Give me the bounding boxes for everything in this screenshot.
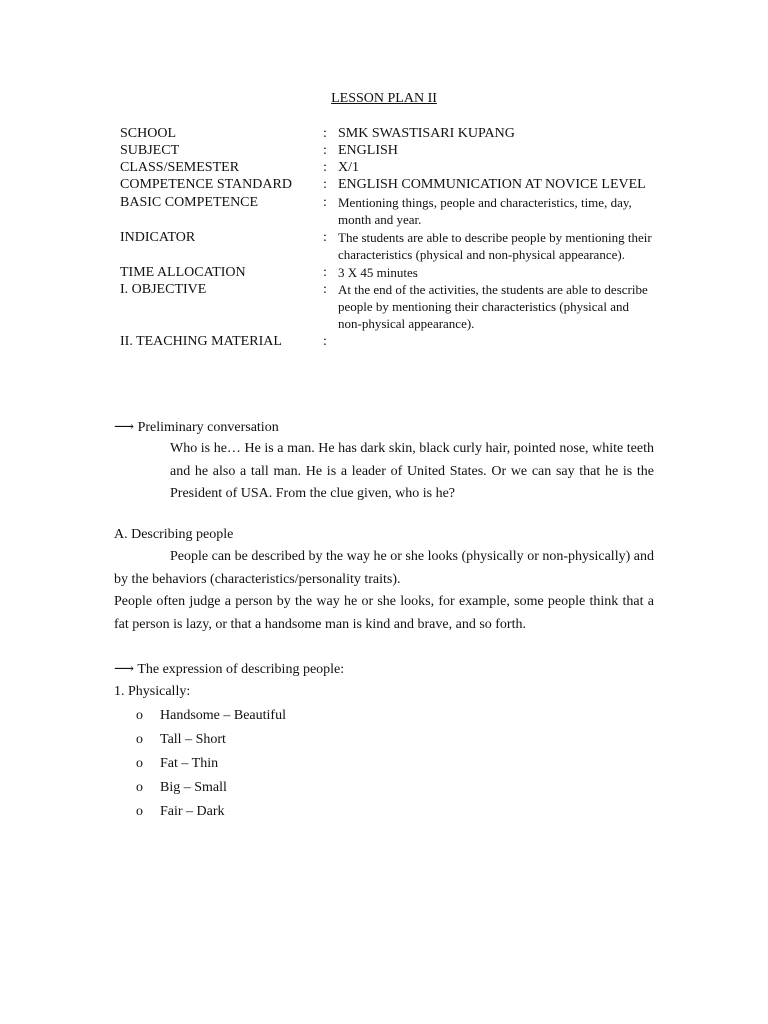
expression-heading: ⟶ The expression of describing people: [114, 662, 345, 677]
describing-people-section [114, 525, 654, 636]
info-value: Mentioning things, people and characteristics, time, day, month and year. [338, 195, 632, 227]
info-row-school [120, 125, 660, 142]
info-colon: : [323, 177, 327, 192]
info-colon: : [323, 195, 327, 210]
document-title: LESSON PLAN II [331, 91, 437, 106]
expression-item-1: 1. Physically: [114, 684, 191, 699]
list-item-text: Big – Small [160, 780, 227, 795]
info-label: TIME ALLOCATION [120, 265, 246, 280]
bullet-marker: o [136, 780, 143, 795]
list-item [114, 728, 654, 752]
section-a-heading: A. Describing people [114, 527, 234, 542]
info-row-competence-standard [120, 176, 660, 193]
bullet-marker: o [136, 732, 143, 747]
info-value: At the end of the activities, the students are able to describe people by mentioning their characteristics (physical and non-physical appearance). [338, 282, 648, 331]
info-label: I. OBJECTIVE [120, 282, 207, 297]
info-label: INDICATOR [120, 230, 196, 245]
lesson-info-table [120, 125, 660, 350]
info-label: BASIC COMPETENCE [120, 195, 259, 210]
bullet-marker: o [136, 804, 143, 819]
physical-traits-list [114, 704, 654, 824]
list-item [114, 752, 654, 776]
info-label: CLASS/SEMESTER [120, 160, 240, 175]
section-a-paragraph-1: People can be described by the way he or she looks (physically or non-physically) and by the behaviors (characteristics/personality traits). [114, 549, 654, 587]
info-colon: : [323, 282, 327, 297]
preliminary-heading: ⟶ Preliminary conversation [114, 420, 279, 435]
info-row-indicator [120, 229, 660, 263]
info-colon: : [323, 265, 327, 280]
info-label: COMPETENCE STANDARD [120, 177, 292, 192]
info-colon: : [323, 143, 327, 158]
bullet-marker: o [136, 708, 143, 723]
info-value [338, 333, 656, 350]
info-colon: : [323, 160, 327, 175]
info-value: ENGLISH [338, 143, 398, 158]
preliminary-section [114, 418, 654, 506]
list-item [114, 800, 654, 824]
list-item [114, 776, 654, 800]
info-value: SMK SWASTISARI KUPANG [338, 126, 515, 141]
list-item-text: Handsome – Beautiful [160, 708, 286, 723]
list-item-text: Fair – Dark [160, 804, 225, 819]
info-row-time-allocation [120, 264, 660, 281]
info-value: The students are able to describe people by mentioning their characteristics (physical and non-physical appearance). [338, 230, 652, 262]
info-value: 3 X 45 minutes [338, 265, 418, 280]
list-item [114, 704, 654, 728]
info-label: II. TEACHING MATERIAL [120, 334, 282, 349]
info-value: X/1 [338, 160, 359, 175]
expression-section [114, 660, 654, 824]
info-colon: : [323, 126, 327, 141]
bullet-marker: o [136, 756, 143, 771]
list-item-text: Fat – Thin [160, 756, 219, 771]
info-row-class [120, 159, 660, 176]
info-colon: : [323, 230, 327, 245]
preliminary-text: Who is he… He is a man. He has dark skin, black curly hair, pointed nose, white teeth and he also a tall man. He is a leader of United States. Or we can say that he is the President of USA. From the clue given, who is he? [170, 441, 654, 501]
info-value: ENGLISH COMMUNICATION AT NOVICE LEVEL [338, 177, 646, 192]
info-label: SCHOOL [120, 126, 177, 141]
info-row-teaching-material [120, 333, 660, 350]
info-colon: : [323, 334, 327, 349]
info-row-basic-competence [120, 194, 660, 228]
section-a-paragraph-2: People often judge a person by the way he or she looks, for example, some people think that a fat person is lazy, or that a handsome man is kind and brave, and so forth. [114, 594, 654, 632]
info-row-subject [120, 142, 660, 159]
info-label: SUBJECT [120, 143, 180, 158]
info-row-objective [120, 281, 660, 332]
list-item-text: Tall – Short [160, 732, 226, 747]
